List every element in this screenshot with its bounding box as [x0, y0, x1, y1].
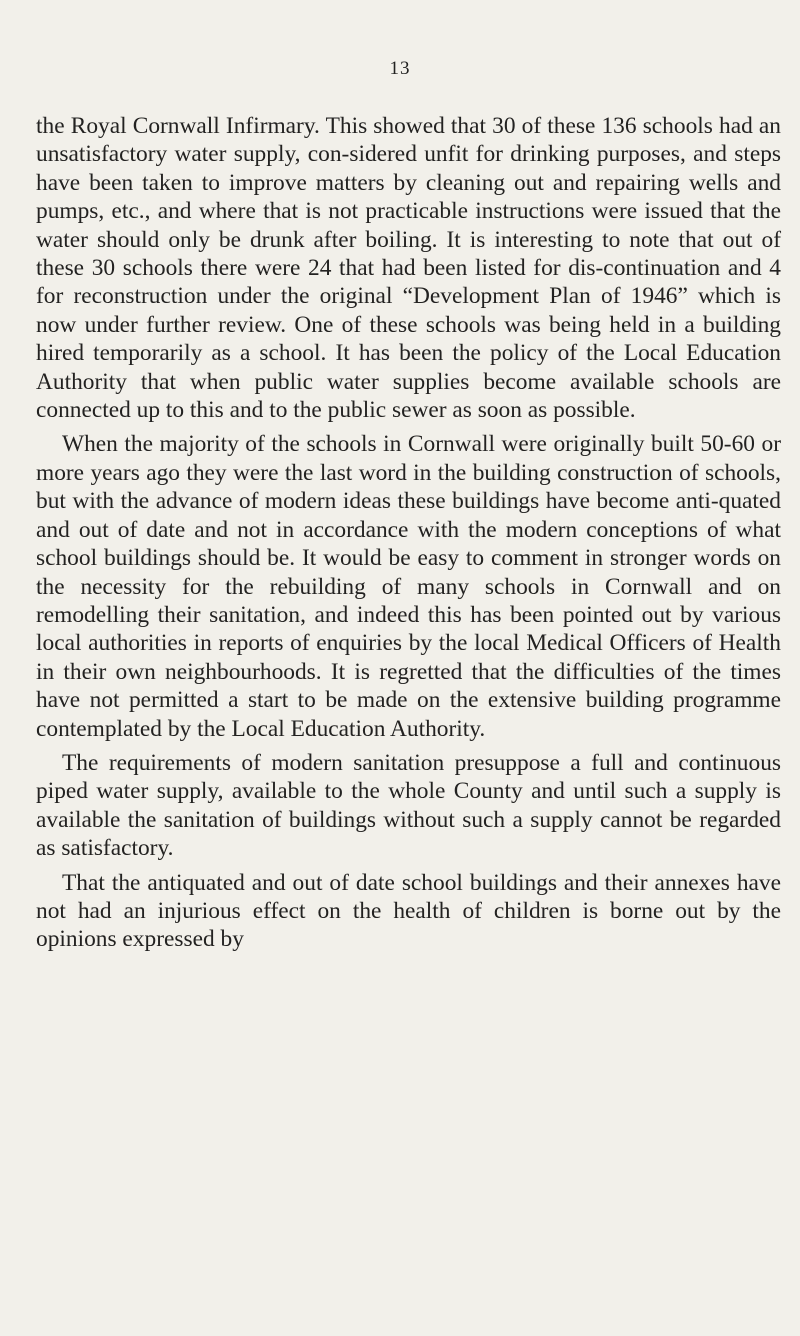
page-number: 13	[389, 58, 411, 79]
paragraph-water-supply: the Royal Cornwall Infirmary. This showed that 30 of these 136 schools had an unsatisfactory water supply, con-sidered unfit for drinking purposes, and steps have been taken to improve matters by cleaning out and repairing wells and pumps, etc., and where that is not practicable instructions were issued that the water should only be drunk after boiling. It is interesting to note that out of these 30 schools there were 24 that had been listed for dis-continuation and 4 for reconstruction under the original “Development Plan of 1946” which is now under further review. One of these schools was being held in a building hired temporarily as a school. It has been the policy of the Local Education Authority that when public water supplies become available schools are connected up to this and to the public sewer as soon as possible.	[36, 113, 781, 424]
paragraph-school-buildings: When the majority of the schools in Cornwall were originally built 50-60 or more years ago they were the last word in the building construction of schools, but with the advance of modern ideas these buildings have become anti-quated and out of date and not in accordance with the modern conceptions of what school buildings should be. It would be easy to comment in stronger words on the necessity for the rebuilding of many schools in Cornwall and on remodelling their sanitation, and indeed this has been pointed out by various local authorities in reports of enquiries by the local Medical Officers of Health in their own neighbourhoods. It is regretted that the difficulties of the times have not permitted a start to be made on the extensive building programme contemplated by the Local Education Authority.	[36, 431, 781, 742]
paragraph-antiquated-buildings: That the antiquated and out of date school buildings and their annexes have not had an injurious effect on the health of children is borne out by the opinions expressed by	[36, 869, 781, 953]
body-text	[36, 112, 781, 960]
paragraph-modern-sanitation: The requirements of modern sanitation presuppose a full and continuous piped water supply, available to the whole County and until such a supply is available the sanitation of buildings without such a supply cannot be regarded as satisfactory.	[36, 749, 781, 862]
